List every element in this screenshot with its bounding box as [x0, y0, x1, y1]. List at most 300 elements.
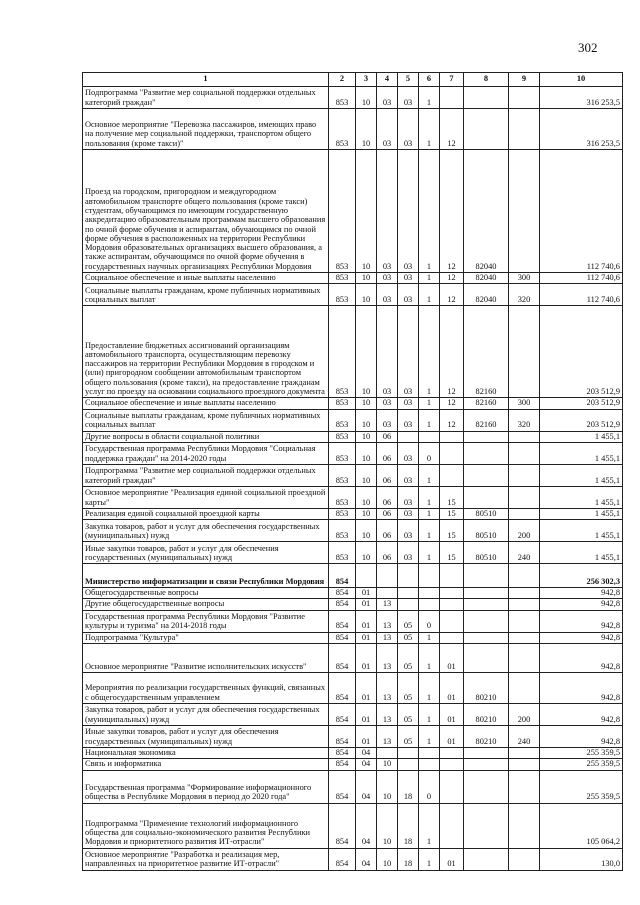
agency-code: 853	[329, 409, 356, 431]
table-row	[83, 508, 623, 519]
subsection-code: 03	[377, 109, 398, 150]
subprogram-code: 0	[419, 610, 440, 632]
table-row	[83, 542, 623, 564]
activity-code	[440, 759, 464, 770]
program-code: 03	[398, 150, 419, 273]
expense-type-code	[509, 848, 540, 870]
subprogram-code: 1	[419, 632, 440, 643]
program-code	[398, 564, 419, 588]
subprogram-code	[419, 588, 440, 599]
section-code: 10	[356, 273, 377, 284]
row-description: Социальное обеспечение и иные выплаты населению	[83, 398, 329, 409]
section-code: 10	[356, 508, 377, 519]
activity-code: 12	[440, 150, 464, 273]
activity-code: 12	[440, 398, 464, 409]
program-code: 05	[398, 632, 419, 643]
agency-code: 853	[329, 150, 356, 273]
subsection-code: 06	[377, 542, 398, 564]
table-row	[83, 409, 623, 431]
row-description: Иные закупки товаров, работ и услуг для обеспечения государственных (муниципальных) нужд	[83, 542, 329, 564]
expense-type-code	[509, 109, 540, 150]
subsection-code: 06	[377, 508, 398, 519]
program-code: 03	[398, 442, 419, 464]
direction-code	[464, 644, 509, 673]
program-code: 03	[398, 284, 419, 306]
agency-code: 853	[329, 431, 356, 442]
amount: 1 455,1	[540, 431, 623, 442]
amount: 942,8	[540, 644, 623, 673]
section-code: 10	[356, 442, 377, 464]
direction-code: 82040	[464, 150, 509, 273]
agency-code: 854	[329, 704, 356, 726]
header-cell: 3	[356, 73, 377, 87]
amount: 1 455,1	[540, 520, 623, 542]
subprogram-code	[419, 748, 440, 759]
expense-type-code	[509, 306, 540, 398]
agency-code: 853	[329, 508, 356, 519]
row-description: Подпрограмма "Применение технологий информационного общества для социально-экономического развития Республики Мордовия и приоритетного развития ИТ-отрасли"	[83, 803, 329, 848]
row-description: Основное мероприятие "Разработка и реализация мер, направленных на приоритетное развитие ИТ-отрасли"	[83, 848, 329, 870]
expense-type-code: 320	[509, 409, 540, 431]
page-number: 302	[578, 40, 598, 55]
direction-code: 80510	[464, 542, 509, 564]
agency-code: 854	[329, 599, 356, 610]
subsection-code: 03	[377, 87, 398, 109]
amount: 942,8	[540, 704, 623, 726]
amount: 942,8	[540, 632, 623, 643]
amount: 255 359,5	[540, 770, 623, 803]
subprogram-code: 1	[419, 409, 440, 431]
subprogram-code: 1	[419, 542, 440, 564]
table-row	[83, 673, 623, 704]
subsection-code: 06	[377, 464, 398, 486]
row-description: Государственная программа Республики Мордовия "Развитие культуры и туризма" на 2014-2018 годы	[83, 610, 329, 632]
direction-code: 82040	[464, 284, 509, 306]
program-code	[398, 748, 419, 759]
subprogram-code	[419, 564, 440, 588]
direction-code	[464, 87, 509, 109]
expense-type-code: 240	[509, 726, 540, 748]
expense-type-code: 240	[509, 542, 540, 564]
direction-code: 80210	[464, 673, 509, 704]
section-code: 01	[356, 644, 377, 673]
activity-code	[440, 610, 464, 632]
subsection-code: 03	[377, 284, 398, 306]
agency-code: 853	[329, 273, 356, 284]
expense-type-code	[509, 610, 540, 632]
agency-code: 854	[329, 726, 356, 748]
subsection-code: 13	[377, 632, 398, 643]
subprogram-code: 1	[419, 704, 440, 726]
program-code: 03	[398, 464, 419, 486]
direction-code	[464, 464, 509, 486]
row-description: Основное мероприятие "Развитие исполнительских искусств"	[83, 644, 329, 673]
table-row	[83, 306, 623, 398]
amount: 316 253,5	[540, 109, 623, 150]
row-description: Подпрограмма "Развитие мер социальной поддержки отдельных категорий граждан"	[83, 87, 329, 109]
subsection-code: 10	[377, 770, 398, 803]
amount: 942,8	[540, 726, 623, 748]
subprogram-code: 1	[419, 848, 440, 870]
expense-type-code: 300	[509, 398, 540, 409]
row-description: Закупка товаров, работ и услуг для обеспечения государственных (муниципальных) нужд	[83, 704, 329, 726]
row-description: Социальное обеспечение и иные выплаты населению	[83, 273, 329, 284]
table-row	[83, 284, 623, 306]
expense-type-code	[509, 150, 540, 273]
agency-code: 854	[329, 770, 356, 803]
subprogram-code	[419, 431, 440, 442]
direction-code	[464, 588, 509, 599]
subsection-code: 03	[377, 273, 398, 284]
agency-code: 853	[329, 87, 356, 109]
agency-code: 853	[329, 284, 356, 306]
table-row	[83, 770, 623, 803]
program-code: 18	[398, 770, 419, 803]
direction-code	[464, 803, 509, 848]
expense-type-code	[509, 508, 540, 519]
subprogram-code: 1	[419, 803, 440, 848]
amount: 316 253,5	[540, 87, 623, 109]
section-code: 10	[356, 284, 377, 306]
row-description: Подпрограмма "Развитие мер социальной поддержки отдельных категорий граждан"	[83, 464, 329, 486]
row-description: Национальная экономика	[83, 748, 329, 759]
subprogram-code: 1	[419, 520, 440, 542]
amount: 942,8	[540, 673, 623, 704]
table-row	[83, 610, 623, 632]
activity-code	[440, 87, 464, 109]
subprogram-code: 1	[419, 87, 440, 109]
section-code: 04	[356, 748, 377, 759]
program-code: 03	[398, 486, 419, 508]
program-code: 18	[398, 803, 419, 848]
program-code: 03	[398, 273, 419, 284]
expense-type-code	[509, 770, 540, 803]
activity-code: 01	[440, 644, 464, 673]
subprogram-code: 1	[419, 486, 440, 508]
section-code: 01	[356, 632, 377, 643]
row-description: Другие вопросы в области социальной политики	[83, 431, 329, 442]
program-code: 03	[398, 542, 419, 564]
section-code: 10	[356, 542, 377, 564]
program-code	[398, 759, 419, 770]
table-row	[83, 398, 623, 409]
direction-code	[464, 599, 509, 610]
program-code: 03	[398, 508, 419, 519]
direction-code	[464, 610, 509, 632]
agency-code: 853	[329, 520, 356, 542]
subprogram-code: 1	[419, 464, 440, 486]
expense-type-code	[509, 803, 540, 848]
row-description: Связь и информатика	[83, 759, 329, 770]
table-row	[83, 644, 623, 673]
activity-code: 01	[440, 673, 464, 704]
program-code: 03	[398, 87, 419, 109]
program-code	[398, 588, 419, 599]
subprogram-code: 1	[419, 644, 440, 673]
direction-code	[464, 759, 509, 770]
table-row	[83, 848, 623, 870]
activity-code	[440, 431, 464, 442]
section-code: 01	[356, 610, 377, 632]
table-row	[83, 442, 623, 464]
amount: 203 512,9	[540, 409, 623, 431]
program-code: 05	[398, 644, 419, 673]
expense-type-code	[509, 632, 540, 643]
activity-code: 15	[440, 508, 464, 519]
agency-code: 854	[329, 848, 356, 870]
table-row	[83, 726, 623, 748]
section-code: 04	[356, 759, 377, 770]
activity-code: 12	[440, 109, 464, 150]
program-code: 03	[398, 398, 419, 409]
direction-code: 80510	[464, 508, 509, 519]
subprogram-code: 0	[419, 770, 440, 803]
table-row	[83, 599, 623, 610]
program-code: 03	[398, 409, 419, 431]
table-row	[83, 87, 623, 109]
amount: 255 359,5	[540, 748, 623, 759]
section-code: 04	[356, 770, 377, 803]
agency-code: 854	[329, 748, 356, 759]
subprogram-code: 1	[419, 726, 440, 748]
agency-code: 854	[329, 644, 356, 673]
program-code: 05	[398, 610, 419, 632]
direction-code: 82160	[464, 398, 509, 409]
subsection-code: 10	[377, 759, 398, 770]
row-description: Социальные выплаты гражданам, кроме публичных нормативных социальных выплат	[83, 409, 329, 431]
direction-code	[464, 632, 509, 643]
direction-code: 80510	[464, 520, 509, 542]
subprogram-code: 1	[419, 306, 440, 398]
section-code: 10	[356, 409, 377, 431]
row-description: Основное мероприятие "Реализация единой социальной проездной карты"	[83, 486, 329, 508]
amount: 942,8	[540, 588, 623, 599]
table-row	[83, 486, 623, 508]
subsection-code: 06	[377, 486, 398, 508]
amount: 130,0	[540, 848, 623, 870]
subprogram-code	[419, 759, 440, 770]
activity-code: 12	[440, 306, 464, 398]
expense-type-code	[509, 759, 540, 770]
subsection-code: 13	[377, 599, 398, 610]
amount: 203 512,9	[540, 398, 623, 409]
header-cell: 6	[419, 73, 440, 87]
program-code: 05	[398, 673, 419, 704]
expense-type-code: 320	[509, 284, 540, 306]
agency-code: 853	[329, 109, 356, 150]
table-row	[83, 564, 623, 588]
agency-code: 854	[329, 610, 356, 632]
subsection-code	[377, 748, 398, 759]
expense-type-code	[509, 588, 540, 599]
direction-code	[464, 564, 509, 588]
amount: 1 455,1	[540, 464, 623, 486]
activity-code: 01	[440, 848, 464, 870]
subsection-code: 10	[377, 803, 398, 848]
section-code: 10	[356, 486, 377, 508]
expense-type-code	[509, 464, 540, 486]
table-row	[83, 273, 623, 284]
header-cell: 2	[329, 73, 356, 87]
activity-code: 15	[440, 520, 464, 542]
row-description: Социальные выплаты гражданам, кроме публичных нормативных социальных выплат	[83, 284, 329, 306]
activity-code	[440, 599, 464, 610]
amount: 112 740,6	[540, 273, 623, 284]
subprogram-code: 1	[419, 273, 440, 284]
expense-type-code	[509, 748, 540, 759]
subsection-code: 03	[377, 306, 398, 398]
amount: 203 512,9	[540, 306, 623, 398]
section-code: 01	[356, 588, 377, 599]
header-cell: 7	[440, 73, 464, 87]
row-description: Подпрограмма "Культура"	[83, 632, 329, 643]
expense-type-code	[509, 564, 540, 588]
expense-type-code	[509, 673, 540, 704]
activity-code: 12	[440, 273, 464, 284]
row-description: Основное мероприятие "Перевозка пассажиров, имеющих право на получение мер социальной поддержки, транспортом общего пользования (кроме такси)"	[83, 109, 329, 150]
direction-code: 82160	[464, 409, 509, 431]
subsection-code: 06	[377, 520, 398, 542]
activity-code: 01	[440, 726, 464, 748]
activity-code	[440, 632, 464, 643]
direction-code: 82040	[464, 273, 509, 284]
expense-type-code: 200	[509, 520, 540, 542]
header-cell: 8	[464, 73, 509, 87]
amount: 942,8	[540, 610, 623, 632]
table-row	[83, 632, 623, 643]
table-header-row	[83, 73, 623, 87]
header-cell: 9	[509, 73, 540, 87]
section-code: 04	[356, 803, 377, 848]
table-row	[83, 704, 623, 726]
agency-code: 853	[329, 486, 356, 508]
direction-code	[464, 442, 509, 464]
section-code: 01	[356, 704, 377, 726]
subsection-code: 13	[377, 704, 398, 726]
program-code: 18	[398, 848, 419, 870]
subprogram-code: 1	[419, 284, 440, 306]
table-row	[83, 520, 623, 542]
expense-type-code	[509, 442, 540, 464]
agency-code: 853	[329, 464, 356, 486]
row-description: Мероприятия по реализации государственных функций, связанных с общегосударственным управлением	[83, 673, 329, 704]
amount: 1 455,1	[540, 542, 623, 564]
subprogram-code: 1	[419, 398, 440, 409]
subsection-code: 03	[377, 409, 398, 431]
amount: 112 740,6	[540, 284, 623, 306]
table-row	[83, 464, 623, 486]
table-row	[83, 748, 623, 759]
activity-code	[440, 464, 464, 486]
activity-code	[440, 588, 464, 599]
agency-code: 853	[329, 442, 356, 464]
header-cell: 10	[540, 73, 623, 87]
agency-code: 853	[329, 398, 356, 409]
amount: 1 455,1	[540, 442, 623, 464]
row-description: Министерство информатизации и связи Республики Мордовия	[83, 564, 329, 588]
program-code: 03	[398, 520, 419, 542]
expense-type-code	[509, 431, 540, 442]
table-row	[83, 431, 623, 442]
activity-code: 12	[440, 284, 464, 306]
row-description: Государственная программа Республики Мордовия "Социальная поддержка граждан" на 2014-2020 годы	[83, 442, 329, 464]
activity-code	[440, 770, 464, 803]
section-code: 10	[356, 109, 377, 150]
subsection-code: 13	[377, 644, 398, 673]
subsection-code: 13	[377, 610, 398, 632]
program-code: 05	[398, 726, 419, 748]
section-code: 01	[356, 673, 377, 704]
direction-code	[464, 109, 509, 150]
subsection-code: 03	[377, 398, 398, 409]
direction-code	[464, 748, 509, 759]
section-code: 10	[356, 520, 377, 542]
row-description: Проезд на городском, пригородном и междугородном автомобильном транспорте общего пользования (кроме такси) студентам, обучающимся по имеющим государственную аккредитацию образовательным программам высшего образования по очной форме обучения и аспирантам, обучающимся по очной форме обучения в расположенных на территории Республики Мордовия образовательных организациях высшего образования, а также аспирантам, обучающимся по очной форме обучения в государственных научных организациях Республики Мордовия	[83, 150, 329, 273]
row-description: Общегосударственные вопросы	[83, 588, 329, 599]
subprogram-code: 1	[419, 150, 440, 273]
table-row	[83, 150, 623, 273]
header-cell: 4	[377, 73, 398, 87]
header-cell: 1	[83, 73, 329, 87]
table-row	[83, 803, 623, 848]
amount: 1 455,1	[540, 508, 623, 519]
activity-code: 01	[440, 704, 464, 726]
direction-code	[464, 848, 509, 870]
subprogram-code: 1	[419, 508, 440, 519]
amount: 256 302,3	[540, 564, 623, 588]
table-row	[83, 109, 623, 150]
expense-type-code	[509, 644, 540, 673]
table-body	[83, 87, 623, 871]
subsection-code	[377, 564, 398, 588]
activity-code	[440, 442, 464, 464]
subprogram-code: 1	[419, 673, 440, 704]
activity-code	[440, 564, 464, 588]
direction-code	[464, 770, 509, 803]
agency-code: 854	[329, 588, 356, 599]
subsection-code: 10	[377, 848, 398, 870]
section-code: 10	[356, 431, 377, 442]
expense-type-code	[509, 599, 540, 610]
expense-type-code: 200	[509, 704, 540, 726]
subprogram-code: 0	[419, 442, 440, 464]
activity-code: 12	[440, 409, 464, 431]
subsection-code	[377, 588, 398, 599]
program-code	[398, 599, 419, 610]
table-row	[83, 759, 623, 770]
row-description: Предоставление бюджетных ассигнований организациям автомобильного транспорта, осуществляющим перевозку пассажиров на территории Республики Мордовия в городском и (или) пригородном сообщении автомобильным транспортом общего пользования (кроме такси), на предоставление гражданам услуг по проезду на основании социального проездного документа	[83, 306, 329, 398]
section-code: 10	[356, 398, 377, 409]
subsection-code: 06	[377, 431, 398, 442]
section-code: 10	[356, 464, 377, 486]
program-code: 03	[398, 109, 419, 150]
row-description: Другие общегосударственные вопросы	[83, 599, 329, 610]
amount: 105 064,2	[540, 803, 623, 848]
program-code	[398, 431, 419, 442]
direction-code	[464, 486, 509, 508]
subsection-code: 13	[377, 726, 398, 748]
program-code: 03	[398, 306, 419, 398]
activity-code: 15	[440, 486, 464, 508]
direction-code: 82160	[464, 306, 509, 398]
table-row	[83, 588, 623, 599]
amount: 255 359,5	[540, 759, 623, 770]
row-description: Реализация единой социальной проездной карты	[83, 508, 329, 519]
subprogram-code: 1	[419, 109, 440, 150]
expense-type-code	[509, 87, 540, 109]
section-code	[356, 564, 377, 588]
row-description: Государственная программа "Формирование информационного общества в Республике Мордовия в период до 2020 года"	[83, 770, 329, 803]
